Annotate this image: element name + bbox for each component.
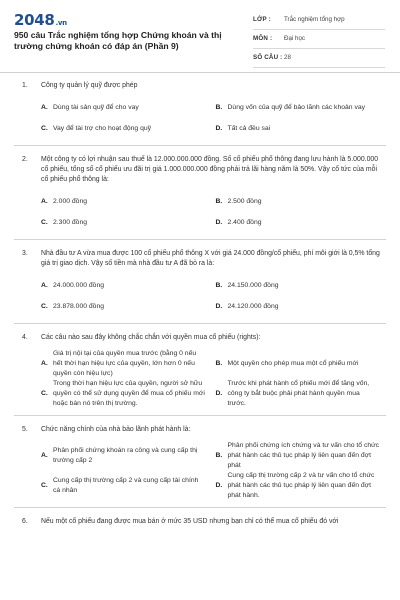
answer-option[interactable] [216,471,387,501]
option-letter: A. [41,103,48,111]
question-number: 1. [22,82,28,89]
question-text: Công ty quản lý quỹ được phép [41,82,138,89]
option-letter: B. [215,103,223,111]
question-stem [14,72,386,91]
meta-row-class [253,11,385,30]
question-text: Nếu một cổ phiếu đang được mua bán ở mức 35 USD nhưng bạn chỉ có thể mua cổ phiếu đó với [41,518,339,525]
question-stem [14,508,386,527]
option-letter: C. [41,482,48,489]
answer-option[interactable] [41,212,212,233]
option-letter: A. [41,281,48,289]
answer-option[interactable] [216,191,387,212]
option-letter: B. [215,281,223,289]
option-letter: C. [41,390,48,397]
option-text: 2.500 đồng [227,197,262,205]
document-header [0,0,400,73]
question-item [14,508,386,527]
option-letter: B. [215,197,223,205]
question-number: 4. [22,334,28,341]
question-number: 5. [22,426,28,433]
answer-options [14,191,386,233]
logo-suffix: .vn [55,19,67,27]
question-stem [14,240,386,269]
document-title: 950 câu Trắc nghiệm tổng hợp Chứng khoán và thị trường chứng khoán có đáp án (Phần 9) [14,30,222,51]
meta-key: LỚP : [253,16,271,23]
option-letter: B. [215,452,223,459]
answer-option[interactable] [41,349,212,379]
option-text: Dùng tài sản quỹ để cho vay [53,103,139,111]
question-list [0,72,400,527]
question-item [14,72,386,146]
question-item [14,146,386,240]
meta-key: SỐ CÂU : [253,54,283,61]
option-text: Dùng vốn của quỹ để bảo lãnh các khoản vay [227,103,366,111]
answer-option[interactable] [216,296,387,317]
meta-row-subject [253,30,385,49]
option-text: Vay để tài trợ cho hoạt động quỹ [53,124,152,132]
option-letter: C. [41,218,48,226]
option-text: Cung cấp thị trường cấp 2 và tư vấn cho tổ chức phát hành các thủ tục pháp lý liên quan đến đợt phát hành. [227,472,375,499]
option-text: Phân phối chứng khoán ra công và cung cấp thị trường cấp 2 [53,447,198,464]
answer-option[interactable] [41,441,212,471]
answer-option[interactable] [216,441,387,471]
logo-main: 2048 [14,11,55,29]
answer-option[interactable] [216,379,387,409]
question-stem [14,324,386,343]
option-letter: B. [215,360,223,367]
option-letter: D. [215,482,223,489]
option-text: 24.150.000 đồng [227,281,279,289]
option-text: 2.300 đồng [53,218,88,226]
option-letter: C. [41,302,48,310]
question-stem [14,416,386,435]
option-text: Cung cấp thị trường cấp 2 và cung cấp tài chính cá nhân [53,477,199,494]
question-item [14,240,386,324]
option-text: 2.400 đồng [227,218,262,226]
meta-key: MÔN : [253,35,273,42]
answer-option[interactable] [41,191,212,212]
answer-option[interactable] [41,379,212,409]
answer-options [14,275,386,317]
option-letter: A. [41,452,48,459]
meta-value: Đại học [284,35,305,42]
option-text: 23.878.000 đồng [53,302,105,310]
answer-options [14,349,386,409]
answer-options [14,441,386,501]
answer-options [14,97,386,139]
answer-option[interactable] [216,212,387,233]
answer-option[interactable] [41,118,212,139]
option-text: Một quyền cho phép mua một cổ phiếu mới [227,360,359,367]
answer-option[interactable] [216,349,387,379]
answer-option[interactable] [41,97,212,118]
answer-option[interactable] [41,296,212,317]
meta-value: Trắc nghiệm tổng hợp [284,16,345,23]
option-letter: D. [215,124,223,132]
site-logo[interactable] [14,11,67,29]
question-item [14,324,386,416]
option-text: 24.120.000 đồng [227,302,279,310]
question-stem [14,146,386,185]
meta-row-count [253,49,385,68]
option-text: Trước khi phát hành cổ phiếu mới để tăng vốn, công ty bắt buộc phải phát hành quyền mua trước. [227,380,370,407]
option-text: Phân phối chứng ích chứng và tư vấn cho tổ chức phát hành các thủ tục pháp lý liên quan đến đợt phát [227,442,380,469]
option-letter: D. [215,218,223,226]
option-text: Tất cả đều sai [227,124,271,132]
answer-option[interactable] [216,275,387,296]
question-item [14,416,386,508]
option-letter: C. [41,124,48,132]
answer-option[interactable] [216,118,387,139]
answer-option[interactable] [41,275,212,296]
option-text: 2.000 đồng [53,197,88,205]
question-text: Chức năng chính của nhà bảo lãnh phát hành là: [41,426,191,433]
document-meta [253,11,385,68]
question-number: 2. [22,156,28,163]
option-letter: A. [41,360,48,367]
option-text: Trong thời hạn hiệu lực của quyền, người sở hữu quyền có thể sử dụng quyền để mua cổ phiếu mới hoặc bán nó trên thị trường. [53,380,205,407]
question-number: 6. [22,518,28,525]
option-letter: D. [215,390,223,397]
question-text: Nhà đầu tư A vừa mua được 100 cổ phiếu phổ thông X với giá 24.000 đồng/cổ phiếu, phí môi giới là 0,5% tổng giá trị giao dịch. Vậy số tiền mà nhà đầu tư A đã bỏ ra là: [41,250,380,267]
option-letter: D. [215,302,223,310]
answer-option[interactable] [216,97,387,118]
question-text: Các câu nào sau đây không chắc chắn với quyền mua cổ phiếu (rights): [41,334,261,341]
meta-value: 28 [284,54,291,61]
answer-option[interactable] [41,471,212,501]
question-number: 3. [22,250,28,257]
option-text: 24.000.000 đồng [53,281,105,289]
option-text: Giá trị nội tại của quyền mua trước (bằng 0 nếu hết thời hạn hiệu lực của quyền, lớn hơn 0 nếu quyền còn hiệu lực) [53,350,197,377]
option-letter: A. [41,197,48,205]
question-text: Một công ty có lợi nhuận sau thuế là 12.000.000.000 đồng. Số cổ phiếu phổ thông đang lưu hành là 5.000.000 cổ phiếu, tổng số cổ phiếu ưu đãi trị giá 1.000.000.000 đồng phải trả lãi hàng năm là 50%. Vậy cổ tức của mỗi cổ phiếu phổ thông là: [41,156,379,183]
